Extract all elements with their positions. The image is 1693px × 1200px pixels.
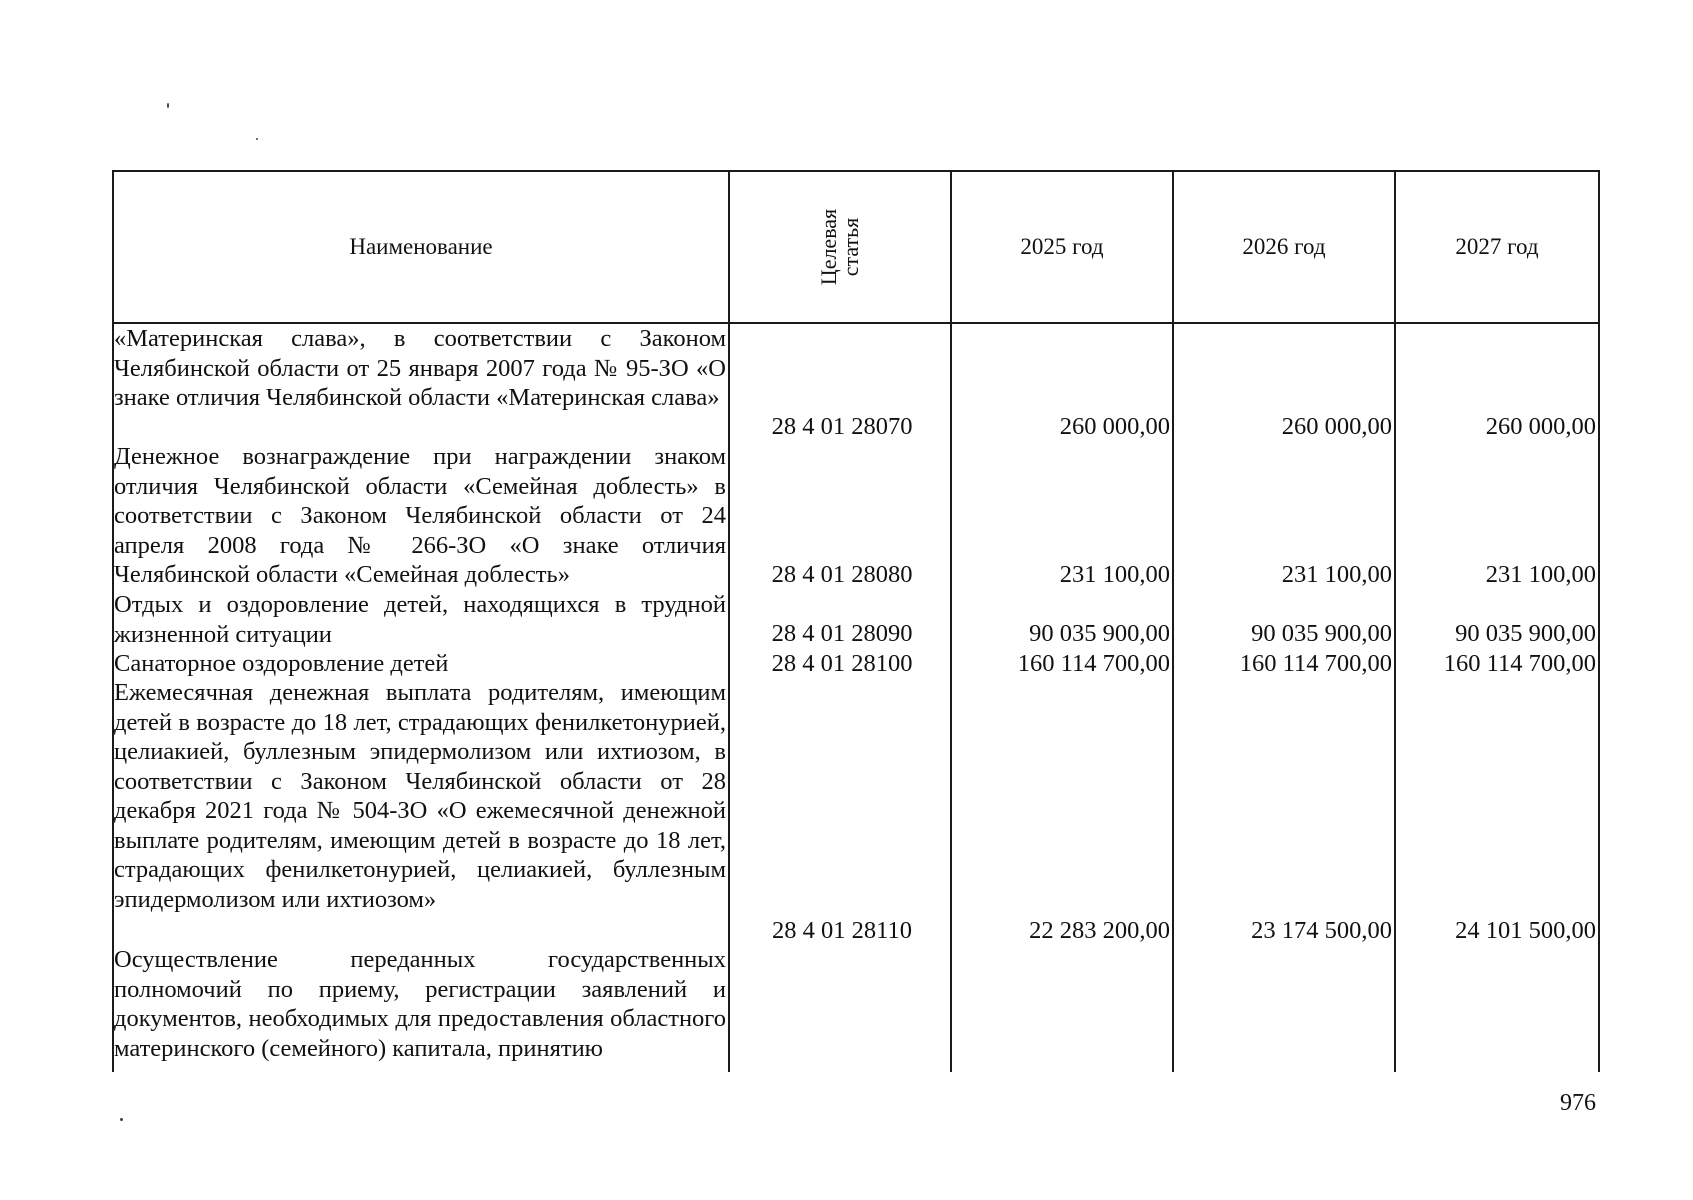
row-code: 28 4 01 28100	[771, 650, 913, 677]
budget-table	[112, 170, 1600, 1072]
row-value-2027: 231 100,00	[1485, 561, 1596, 588]
row-name: Осуществление переданных государственных полномочий по приему, регистрации заявлений и документов, необходимых для предоставления областного материнского (семейного) капитала, принятию	[114, 946, 726, 1062]
row-value-2025: 231 100,00	[1059, 561, 1170, 588]
row-value-2025: 90 035 900,00	[1029, 620, 1170, 647]
row-value-2027: 260 000,00	[1485, 413, 1596, 440]
row-value-2026: 160 114 700,00	[1239, 650, 1392, 677]
scan-speck	[256, 138, 258, 140]
row-value-2025: 22 283 200,00	[1029, 917, 1170, 944]
row-code: 28 4 01 28070	[771, 413, 913, 440]
row-value-2027: 24 101 500,00	[1455, 917, 1596, 944]
row-value-2026: 23 174 500,00	[1251, 917, 1392, 944]
row-value-2027: 160 114 700,00	[1443, 650, 1596, 677]
row-name: «Материнская слава», в соответствии с Законом Челябинской области от 25 января 2007 года № 95-ЗО «О знаке отличия Челябинской области «Материнская слава»	[114, 325, 726, 411]
header-target-article	[730, 170, 950, 324]
row-code: 28 4 01 28080	[771, 561, 913, 588]
page-number: 976	[1560, 1090, 1596, 1116]
row-name: Санаторное оздоровление детей	[114, 650, 449, 677]
row-value-2025: 260 000,00	[1059, 413, 1170, 440]
row-value-2025: 160 114 700,00	[1017, 650, 1170, 677]
scan-speck	[120, 1118, 123, 1121]
header-name: Наименование	[349, 234, 493, 259]
row-value-2026: 90 035 900,00	[1251, 620, 1392, 647]
header-2026: 2026 год	[1242, 234, 1326, 259]
header-target-article-label: Целевая статья	[815, 208, 863, 286]
column-border	[1598, 170, 1600, 1072]
row-value-2026: 260 000,00	[1281, 413, 1392, 440]
row-name: Отдых и оздоровление детей, находящихся в трудной жизненной ситуации	[114, 591, 726, 648]
row-value-2027: 90 035 900,00	[1455, 620, 1596, 647]
row-code: 28 4 01 28110	[772, 917, 912, 944]
header-2025: 2025 год	[1020, 234, 1104, 259]
row-name: Денежное вознаграждение при награждении знаком отличия Челябинской области «Семейная доблесть» в соответствии с Законом Челябинской области от 24 апреля 2008 года № 266-ЗО «О знаке отличия Челябинской области «Семейная доблесть»	[114, 443, 726, 588]
row-code: 28 4 01 28090	[771, 620, 913, 647]
header-2027: 2027 год	[1455, 234, 1539, 259]
row-name: Ежемесячная денежная выплата родителям, имеющим детей в возрасте до 18 лет, страдающих фенилкетонурией, целиакией, буллезным эпидермолизом или ихтиозом, в соответствии с Законом Челябинской области от 28 декабря 2021 года № 504-ЗО «О ежемесячной денежной выплате родителям, имеющим детей в возрасте до 18 лет, страдающих фенилкетонурией, целиакией, буллезным эпидермолизом или ихтиозом»	[114, 679, 726, 913]
row-value-2026: 231 100,00	[1281, 561, 1392, 588]
scan-speck	[167, 103, 169, 108]
